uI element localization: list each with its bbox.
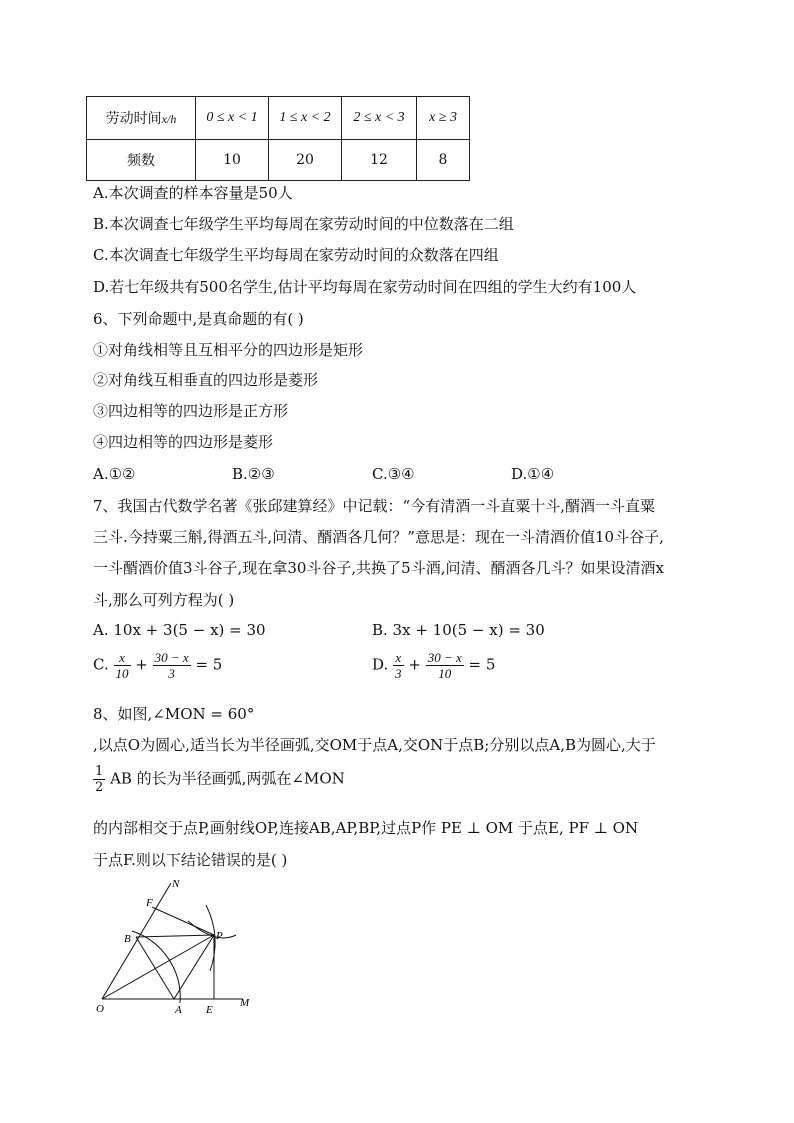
table-header-cell: 2 ≤ x < 3 [342,97,417,140]
table-header-cell: 0 ≤ x < 1 [196,97,269,140]
row-label: 频数 [87,140,196,181]
q7-option-a: A. 10x + 3(5 − x) = 30 [93,621,266,639]
label-a: A [175,1004,182,1016]
table-header-cell [87,97,196,140]
q6-statement: ①对角线相等且互相平分的四边形是矩形 [93,341,364,359]
label-e: E [206,1004,213,1016]
segment-ab [136,937,174,999]
q7-option-c: C. $\frac{x}{10}$ + $\frac{30 - x}{3}$ = 5 [93,650,223,681]
geometry-figure [90,875,260,1020]
q7-line: 一斗醑酒价值3斗谷子,现在拿30斗谷子,共换了5斗酒,问清、醑酒各几斗？如果设清酒x [93,559,664,577]
header-unit: x/h [161,112,177,126]
q6-stem: 6、下列命题中,是真命题的有( ) [93,310,304,328]
q7-line: 斗,那么可列方程为( ) [93,591,235,609]
q8-line: $\frac{1}{2}$ AB 的长为半径画弧,两弧在∠MON [95,764,345,795]
q7-option-b: B. 3x + 10(5 − x) = 30 [372,621,545,639]
q8-line: 的内部相交于点P,画射线OP,连接AB,AP,BP,过点P作 PE ⊥ OM 于点E, PF ⊥ ON [93,819,639,837]
table-cell: 10 [196,140,269,181]
table-cell: 8 [417,140,470,181]
q6-statement: ③四边相等的四边形是正方形 [93,402,289,420]
q6-statement: ④四边相等的四边形是菱形 [93,433,274,451]
q8-line: 8、如图,∠MON = 60° [93,705,255,723]
fraction-half: $\frac{1}{2}$ [95,764,104,795]
fraction: $\frac{30 - x}{3}$ [154,650,189,681]
q7-line: 7、我国古代数学名著《张邱建算经》中记载：“今有清酒一斗直粟十斗,醑酒一斗直粟 [93,497,655,515]
q7-line: 三斗.今持粟三斛,得酒五斗,问清、醑酒各几何？”意思是：现在一斗清酒价值10斗谷子, [93,528,664,546]
q5-option-b: B.本次调查七年级学生平均每周在家劳动时间的中位数落在二组 [93,215,514,233]
q6-option-c: C.③④ [372,465,415,483]
fraction: $\frac{30 - x}{10}$ [427,650,462,681]
q8-line: ,以点O为圆心,适当长为半径画弧,交OM于点A,交ON于点B;分别以点A,B为圆心,大于 [93,736,656,754]
q5-option-c: C.本次调查七年级学生平均每周在家劳动时间的众数落在四组 [93,246,499,264]
label-m: M [240,997,250,1009]
table-header-cell: x ≥ 3 [417,97,470,140]
label-n: N [172,878,180,890]
table-header-cell: 1 ≤ x < 2 [269,97,342,140]
q6-option-d: D.①④ [511,465,555,483]
fraction: $\frac{x}{10}$ [115,650,129,681]
label-f: F [146,897,153,909]
q5-option-a: A.本次调查的样本容量是50人 [93,184,293,202]
table-cell: 20 [269,140,342,181]
ray-on [102,883,171,999]
q5-option-d: D.若七年级共有500名学生,估计平均每周在家劳动时间在四组的学生大约有100人 [93,278,637,296]
fraction: $\frac{x}{3}$ [395,650,402,681]
q6-option-b: B.②③ [232,465,275,483]
segment-pf [152,907,214,935]
segment-bp [136,935,214,937]
ray-op [102,935,214,999]
table-header-row [87,97,470,140]
q7-option-d: D. $\frac{x}{3}$ + $\frac{30 - x}{10}$ = 5 [372,650,496,681]
q8-line: 于点F.则以下结论错误的是( ) [93,851,288,869]
q6-option-a: A.①② [93,465,136,483]
label-p: P [216,930,223,942]
table-row [87,140,470,181]
table-cell: 12 [342,140,417,181]
label-o: O [96,1003,104,1015]
q6-statement: ②对角线互相垂直的四边形是菱形 [93,371,319,389]
label-b: B [124,933,131,945]
frequency-table [86,96,470,181]
header-label: 劳动时间 [105,111,162,127]
